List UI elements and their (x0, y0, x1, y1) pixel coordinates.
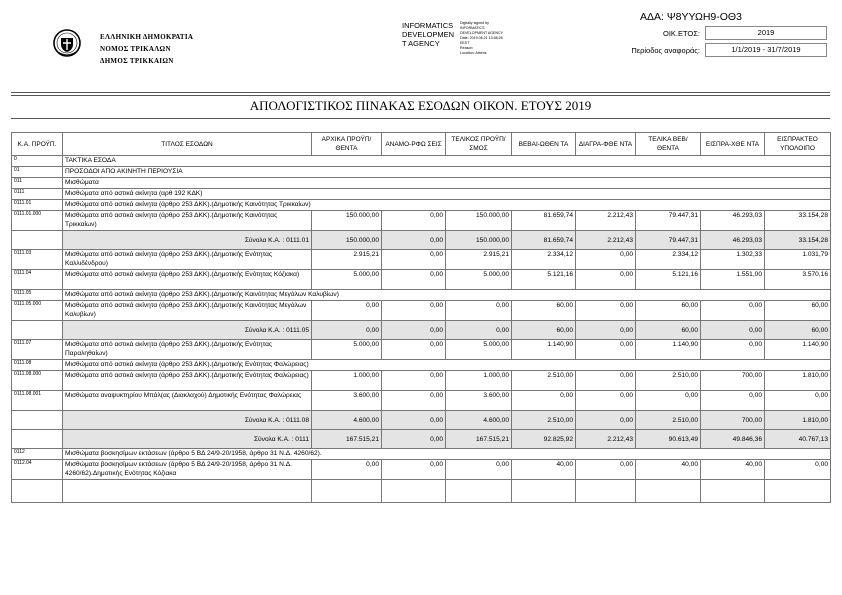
amount-cell: 40,00 (636, 460, 701, 480)
divider (11, 92, 830, 93)
gov-line: ΝΟΜΟΣ ΤΡΙΚΑΛΩΝ (100, 45, 171, 53)
total-cell: 0,00 (446, 321, 512, 340)
column-header: ΕΙΣΠΡΑ-ΧΘΕ ΝΤΑ (701, 133, 765, 156)
gov-line: ΔΗΜΟΣ ΤΡΙΚΚΑΙΩΝ (100, 57, 174, 65)
table-row (12, 270, 831, 290)
amount-cell: 150.000,00 (446, 211, 512, 231)
account-title: Μισθώματα από αστικά ακίνητα (άρθρο 253 ΔΚΚ).(Δημοτικής Ενότητας Κόζιακα) (63, 270, 312, 290)
account-code: 0111 (12, 189, 63, 200)
fiscal-year-value: 2019 (705, 26, 827, 40)
greek-emblem-icon (52, 28, 82, 58)
amount-cell: 0,00 (446, 460, 512, 480)
amount-cell: 60,00 (512, 301, 576, 321)
amount-cell: 2.510,00 (636, 371, 701, 391)
divider (11, 95, 830, 96)
amount-cell: 0,00 (765, 391, 831, 411)
table-row (12, 290, 831, 301)
account-code: 011 (12, 178, 63, 189)
total-cell: 46.293,03 (701, 231, 765, 250)
account-title: Μισθώματα από αστικά ακίνητα (άρθρο 253 ΔΚΚ).(Δημοτικής Ενότητας Παραληθαίων) (63, 340, 312, 360)
column-header: ΔΙΑΓΡΑ-ΦΘΕ ΝΤΑ (576, 133, 636, 156)
amount-cell: 0,00 (576, 391, 636, 411)
total-cell: 2.510,00 (636, 411, 701, 430)
table-row (12, 211, 831, 231)
amount-cell: 0,00 (636, 391, 701, 411)
signature-detail-line: Location: Athens (460, 51, 487, 55)
table-row (12, 189, 831, 200)
revenue-table (11, 132, 831, 503)
ada-code: ΑΔΑ: Ψ8ΥΥΩΗ9-ΟΘ3 (640, 11, 742, 23)
column-header: ΕΙΣΠΡΑΚΤΕΟ ΥΠΟΛΟΙΠΟ (765, 133, 831, 156)
amount-cell: 0,00 (576, 340, 636, 360)
totals-label: Σύνολα Κ.Α. : 0111.08 (63, 411, 312, 430)
amount-cell: 0,00 (382, 270, 446, 290)
amount-cell: 1.140,90 (765, 340, 831, 360)
amount-cell: 0,00 (576, 250, 636, 270)
account-code: 0111.05 (12, 290, 63, 301)
total-cell: 60,00 (636, 321, 701, 340)
table-row (12, 301, 831, 321)
total-cell: 167.515,21 (312, 430, 382, 449)
signature-detail-line: Date: 2019.08.21 13:58:28 (460, 36, 503, 40)
table-header-row (12, 133, 831, 156)
total-cell: 0,00 (382, 411, 446, 430)
account-code: 0111.01.000 (12, 211, 63, 231)
account-code: 0112.04 (12, 460, 63, 480)
amount-cell: 0,00 (576, 371, 636, 391)
amount-cell: 1.140,90 (512, 340, 576, 360)
amount-cell: 150.000,00 (312, 211, 382, 231)
total-cell: 0,00 (382, 430, 446, 449)
signature-block (402, 21, 454, 48)
amount-cell: 1.000,00 (312, 371, 382, 391)
account-title: Μισθώματα από αστικά ακίνητα (άρθρο 253 ΔΚΚ).(Δημοτικής Καινότητας Τρικκαίων) (63, 211, 312, 231)
government-header (100, 31, 193, 67)
amount-cell: 0,00 (701, 391, 765, 411)
amount-cell: 5.000,00 (312, 340, 382, 360)
account-code: 0111.03 (12, 250, 63, 270)
account-title: Μισθώματα βοσκησίμων εκτάσεων (άρθρο 5 ΒΔ 24/9-20/1958, άρθρο 31 Ν.Δ. 4260/62).Δημοτικής Ενότητας Κόζιακα (63, 460, 312, 480)
empty-cell (382, 480, 446, 503)
total-cell: 81.659,74 (512, 231, 576, 250)
account-code-empty (12, 411, 63, 430)
amount-cell: 0,00 (701, 301, 765, 321)
account-code: 0111.01 (12, 200, 63, 211)
signer-line: DEVELOPMEN (402, 30, 455, 39)
table-row (12, 340, 831, 360)
column-header: ΑΡΧΙΚΑ ΠΡΟΫΠ/ΘΕΝΤΑ (312, 133, 382, 156)
table-row (12, 178, 831, 189)
account-title: Μισθώματα από αστικά ακίνητα (άρθρο 253 ΔΚΚ).(Δημοτικής Ενότητας Φαλώρειας) (63, 360, 831, 371)
total-cell: 150.000,00 (312, 231, 382, 250)
amount-cell: 0,00 (512, 391, 576, 411)
table-row (12, 167, 831, 178)
amount-cell: 81.659,74 (512, 211, 576, 231)
table-row (12, 250, 831, 270)
account-code: 0111.08 (12, 360, 63, 371)
signature-detail-line: EEST (460, 41, 470, 45)
amount-cell: 0,00 (382, 460, 446, 480)
totals-row (12, 430, 831, 449)
amount-cell: 0,00 (382, 340, 446, 360)
total-cell: 33.154,28 (765, 231, 831, 250)
amount-cell: 0,00 (701, 340, 765, 360)
account-code: 0111.04 (12, 270, 63, 290)
total-cell: 2.510,00 (512, 411, 576, 430)
divider (11, 118, 830, 119)
amount-cell: 40,00 (512, 460, 576, 480)
account-code: 0 (12, 156, 63, 167)
account-code-empty (12, 430, 63, 449)
total-cell: 2.212,43 (576, 231, 636, 250)
totals-label: Σύνολα Κ.Α. : 0111.05 (63, 321, 312, 340)
amount-cell: 5.121,16 (636, 270, 701, 290)
signer-line: T AGENCY (402, 39, 440, 48)
amount-cell: 1.810,00 (765, 371, 831, 391)
amount-cell: 0,00 (382, 371, 446, 391)
amount-cell: 0,00 (312, 301, 382, 321)
amount-cell: 1.302,33 (701, 250, 765, 270)
amount-cell: 0,00 (576, 460, 636, 480)
account-title: Μισθώματα από αστικά ακίνητα (άρθρο 253 ΔΚΚ).(Δημοτικής Καινότητας Μεγάλων Καλυβίων) (63, 290, 831, 301)
period-label: Περίοδος αναφοράς: (631, 46, 700, 55)
amount-cell: 5.000,00 (446, 340, 512, 360)
gov-line: ΕΛΛΗΝΙΚΗ ΔΗΜΟΚΡΑΤΙΑ (100, 33, 194, 41)
account-title: Μισθώματα από αστικά ακίνητα (αρθ 192 ΚΔΚ) (63, 189, 831, 200)
amount-cell: 0,00 (382, 301, 446, 321)
total-cell: 0,00 (382, 231, 446, 250)
total-cell: 4.600,00 (446, 411, 512, 430)
totals-row (12, 231, 831, 250)
total-cell: 49.846,36 (701, 430, 765, 449)
total-cell: 2.212,43 (576, 430, 636, 449)
amount-cell: 0,00 (382, 250, 446, 270)
total-cell: 92.825,92 (512, 430, 576, 449)
amount-cell: 1.031,79 (765, 250, 831, 270)
amount-cell: 1.000,00 (446, 371, 512, 391)
amount-cell: 33.154,28 (765, 211, 831, 231)
total-cell: 1.810,00 (765, 411, 831, 430)
amount-cell: 0,00 (446, 301, 512, 321)
empty-cell (576, 480, 636, 503)
total-cell: 0,00 (312, 321, 382, 340)
table-row (12, 360, 831, 371)
account-title: Μισθώματα (63, 178, 831, 189)
total-cell: 0,00 (701, 321, 765, 340)
signer-line: INFORMATICS (402, 21, 454, 30)
account-code-empty (12, 321, 63, 340)
account-code: 0111.05.000 (12, 301, 63, 321)
account-title: ΠΡΟΣΟΔΟΙ ΑΠΟ ΑΚΙΝΗΤΗ ΠΕΡΙΟΥΣΙΑ (63, 167, 831, 178)
table-row (12, 460, 831, 480)
account-title: Μισθώματα από αστικά ακίνητα (άρθρο 253 ΔΚΚ).(Δημοτικής Καινότητας Μεγάλων Καλυβίων) (63, 301, 312, 321)
signature-detail-line: DEVELOPMENT AGENCY (460, 31, 504, 35)
total-cell: 90.613,49 (636, 430, 701, 449)
total-cell: 0,00 (576, 411, 636, 430)
amount-cell: 0,00 (576, 301, 636, 321)
amount-cell: 2.212,43 (576, 211, 636, 231)
account-code: 0111.08.000 (12, 371, 63, 391)
total-cell: 60,00 (512, 321, 576, 340)
account-title: Μισθώματα βοσκησίμων εκτάσεων (άρθρο 5 ΒΔ 24/9-20/1958, άρθρο 31 Ν.Δ. 4260/62). (63, 449, 831, 460)
amount-cell: 0,00 (765, 460, 831, 480)
account-code-empty (12, 231, 63, 250)
column-header: ΤΙΤΛΟΣ ΕΣΟΔΩΝ (63, 133, 312, 156)
amount-cell: 5.121,16 (512, 270, 576, 290)
empty-cell (636, 480, 701, 503)
table-row (12, 449, 831, 460)
amount-cell: 0,00 (382, 391, 446, 411)
empty-cell (12, 480, 63, 503)
account-code: 0111.07 (12, 340, 63, 360)
totals-label: Σύνολα Κ.Α. : 0111 (63, 430, 312, 449)
empty-cell (765, 480, 831, 503)
amount-cell: 0,00 (312, 460, 382, 480)
account-code: 01 (12, 167, 63, 178)
table-row (12, 156, 831, 167)
account-code: 0112 (12, 449, 63, 460)
amount-cell: 1.551,00 (701, 270, 765, 290)
amount-cell: 40,00 (701, 460, 765, 480)
total-cell: 40.767,13 (765, 430, 831, 449)
totals-row (12, 321, 831, 340)
total-cell: 0,00 (382, 321, 446, 340)
amount-cell: 700,00 (701, 371, 765, 391)
totals-row (12, 411, 831, 430)
signature-detail-line: INFORMATICS (460, 26, 485, 30)
total-cell: 0,00 (576, 321, 636, 340)
amount-cell: 79.447,31 (636, 211, 701, 231)
account-title: Μισθώματα από αστικά ακίνητα (άρθρο 253 ΔΚΚ).(Δημοτικής Καινότητας Τρικκαίων) (63, 200, 831, 211)
amount-cell: 2.915,21 (446, 250, 512, 270)
column-header: ΑΝΑΜΟ-ΡΦΩ ΣΕΙΣ (382, 133, 446, 156)
amount-cell: 0,00 (382, 211, 446, 231)
column-header: Κ.Α. ΠΡΟΫΠ. (12, 133, 63, 156)
empty-cell (446, 480, 512, 503)
total-cell: 700,00 (701, 411, 765, 430)
total-cell: 79.447,31 (636, 231, 701, 250)
amount-cell: 3.570,16 (765, 270, 831, 290)
account-title: Μισθώματα από αστικά ακίνητα (άρθρο 253 ΔΚΚ).(Δημοτικής Ενότητας Καλλιδένδρου) (63, 250, 312, 270)
signature-details (460, 21, 503, 56)
account-code: 0111.08.001 (12, 391, 63, 411)
totals-label: Σύνολα Κ.Α. : 0111.01 (63, 231, 312, 250)
column-header: ΤΕΛΙΚΟΣ ΠΡΟΫΠ/ΣΜΟΣ (446, 133, 512, 156)
table-body (12, 156, 831, 503)
account-title: Μισθώματα αναψυκτηρίου Μπάλ(ας (Διακλαχού) Δημοτικής Ενότητας Φαλώρειας (63, 391, 312, 411)
account-title: Μισθώματα από αστικά ακίνητα (άρθρο 253 ΔΚΚ).(Δημοτικής Ενότητας Φαλώρειας) (63, 371, 312, 391)
amount-cell: 46.293,03 (701, 211, 765, 231)
total-cell: 60,00 (765, 321, 831, 340)
amount-cell: 2.510,00 (512, 371, 576, 391)
total-cell: 167.515,21 (446, 430, 512, 449)
period-value: 1/1/2019 - 31/7/2019 (705, 43, 827, 57)
table-row (12, 371, 831, 391)
fiscal-year-label: ΟΙΚ.ΕΤΟΣ: (662, 29, 700, 38)
empty-cell (701, 480, 765, 503)
amount-cell: 60,00 (765, 301, 831, 321)
signature-detail-line: Reason: (460, 46, 474, 50)
amount-cell: 0,00 (576, 270, 636, 290)
account-title: ΤΑΚΤΙΚΑ ΕΣΟΔΑ (63, 156, 831, 167)
column-header: ΤΕΛΙΚΑ ΒΕΒ/ΘΕΝΤΑ (636, 133, 701, 156)
table-row (12, 391, 831, 411)
page-title: ΑΠΟΛΟΓΙΣΤΙΚΟΣ ΠΙΝΑΚΑΣ ΕΣΟΔΩΝ ΟΙΚΟΝ. ΕΤΟΥΣ 2019 (249, 98, 592, 113)
amount-cell: 3.600,00 (446, 391, 512, 411)
amount-cell: 2.334,12 (636, 250, 701, 270)
signature-detail-line: Digitally signed by (460, 21, 489, 25)
amount-cell: 5.000,00 (446, 270, 512, 290)
empty-cell (512, 480, 576, 503)
amount-cell: 2.915,21 (312, 250, 382, 270)
amount-cell: 3.600,00 (312, 391, 382, 411)
amount-cell: 1.140,90 (636, 340, 701, 360)
amount-cell: 2.334,12 (512, 250, 576, 270)
amount-cell: 5.000,00 (312, 270, 382, 290)
empty-cell (312, 480, 382, 503)
total-cell: 150.000,00 (446, 231, 512, 250)
total-cell: 4.600,00 (312, 411, 382, 430)
table-row (12, 200, 831, 211)
amount-cell: 60,00 (636, 301, 701, 321)
empty-row (12, 480, 831, 503)
empty-cell (63, 480, 312, 503)
column-header: ΒΕΒΑΙ-ΩΘΕΝ ΤΑ (512, 133, 576, 156)
